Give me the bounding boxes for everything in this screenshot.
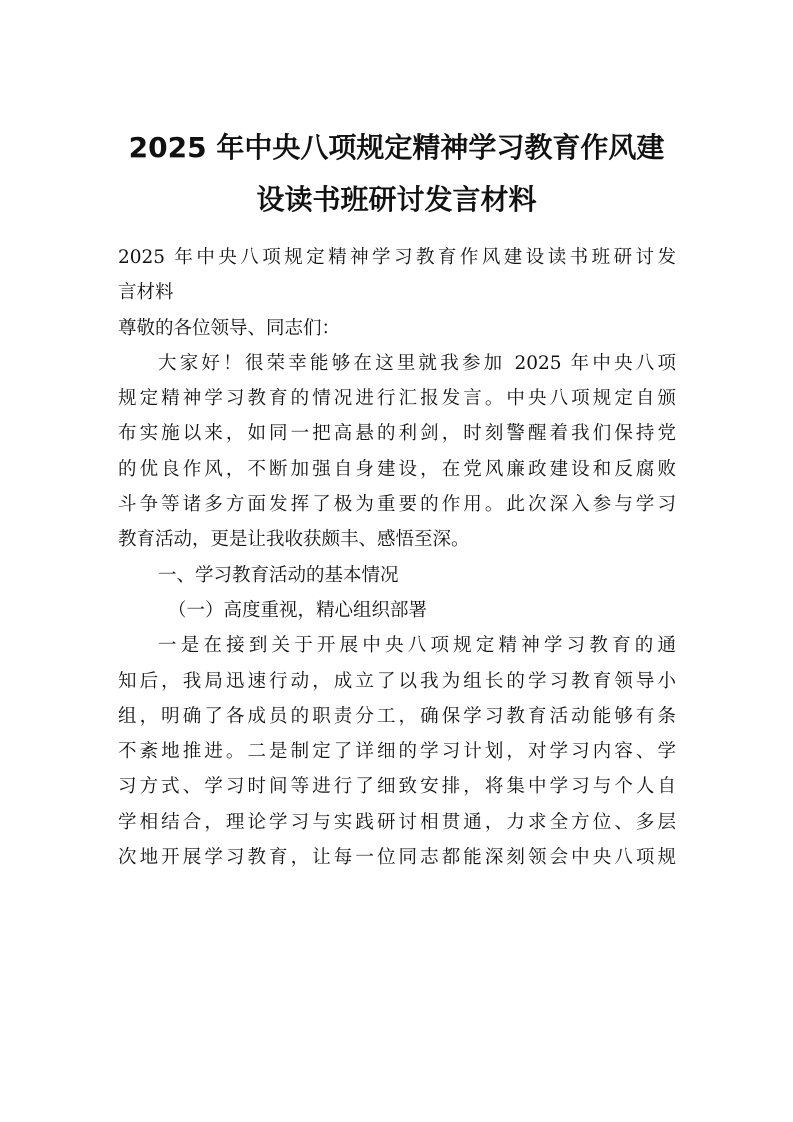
paragraph-line: 布实施以来，如同一把高悬的利剑，时刻警醒着我们保持党 xyxy=(118,423,676,445)
paragraph-line: 习方式、学习时间等进行了细致安排，将集中学习与个人自 xyxy=(118,776,676,798)
paragraph-line: 教育活动，更是让我收获颇丰、感悟至深。 xyxy=(118,529,470,551)
paragraph-line: 不紊地推进。二是制定了详细的学习计划，对学习内容、学 xyxy=(118,741,676,763)
paragraph-line: 学相结合，理论学习与实践研讨相贯通，力求全方位、多层 xyxy=(118,811,676,833)
subtitle-line-2: 言材料 xyxy=(118,282,174,304)
subsection-heading: （一）高度重视，精心组织部署 xyxy=(168,599,428,621)
paragraph-line: 的优良作风，不断加强自身建设，在党风廉政建设和反腐败 xyxy=(118,458,676,480)
paragraph-line: 大家好！很荣幸能够在这里就我参加 2025 年中央八项 xyxy=(158,352,676,374)
document-body xyxy=(118,240,676,875)
paragraph-line: 一是在接到关于开展中央八项规定精神学习教育的通 xyxy=(158,635,676,657)
paragraph-line: 规定精神学习教育的情况进行汇报发言。中央八项规定自颁 xyxy=(118,388,676,410)
title-line-1: 2025 年中央八项规定精神学习教育作风建 xyxy=(128,131,665,164)
title-line-2: 设读书班研讨发言材料 xyxy=(256,183,537,216)
paragraph-line: 组，明确了各成员的职责分工，确保学习教育活动能够有条 xyxy=(118,705,676,727)
salutation: 尊敬的各位领导、同志们： xyxy=(118,317,341,339)
subtitle-line-1: 2025 年中央八项规定精神学习教育作风建设读书班研讨发 xyxy=(118,247,676,268)
paragraph-line: 斗争等诸多方面发挥了极为重要的作用。此次深入参与学习 xyxy=(118,494,676,516)
document-title xyxy=(100,122,693,226)
paragraph-line: 知后，我局迅速行动，成立了以我为组长的学习教育领导小 xyxy=(118,670,676,692)
section-heading: 一、学习教育活动的基本情况 xyxy=(158,564,399,586)
paragraph-line: 次地开展学习教育，让每一位同志都能深刻领会中央八项规 xyxy=(118,847,676,869)
